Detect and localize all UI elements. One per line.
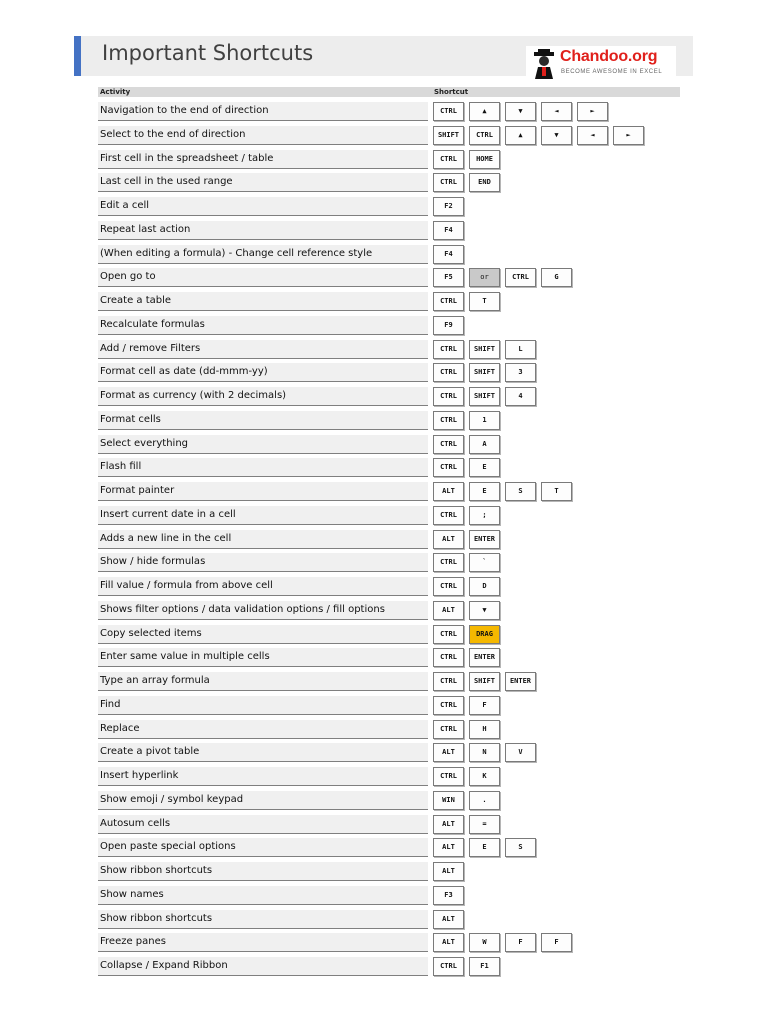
table-row — [98, 385, 698, 409]
key-cap: CTRL — [433, 625, 464, 644]
table-row — [98, 694, 698, 718]
key-cap: ▼ — [469, 601, 500, 620]
table-row — [98, 670, 698, 694]
key-cap: T — [541, 482, 572, 501]
activity-label: Select to the end of direction — [100, 128, 246, 140]
table-row — [98, 908, 698, 932]
key-cap: SHIFT — [469, 340, 500, 359]
key-cap: CTRL — [433, 957, 464, 976]
table-row — [98, 409, 698, 433]
key-cap: CTRL — [433, 696, 464, 715]
activity-cell — [98, 363, 428, 382]
activity-label: Edit a cell — [100, 200, 150, 211]
activity-cell — [98, 933, 428, 952]
shortcut-keys — [433, 838, 541, 857]
activity-cell — [98, 720, 428, 739]
shortcut-keys — [433, 387, 541, 406]
activity-label: Show ribbon shortcuts — [100, 912, 213, 924]
activity-cell — [98, 886, 428, 905]
activity-cell — [98, 173, 428, 192]
shortcut-keys — [433, 862, 469, 881]
shortcut-keys — [433, 696, 505, 715]
shortcut-keys — [433, 957, 505, 976]
key-cap: CTRL — [433, 720, 464, 739]
shortcut-keys — [433, 553, 505, 572]
key-cap: T — [469, 292, 500, 311]
key-cap: CTRL — [433, 577, 464, 596]
table-row — [98, 480, 698, 504]
key-cap: K — [469, 767, 500, 786]
table-row — [98, 599, 698, 623]
shortcut-keys — [433, 577, 505, 596]
activity-cell — [98, 458, 428, 477]
shortcut-keys — [433, 933, 577, 952]
shortcut-keys — [433, 743, 541, 762]
shortcut-keys — [433, 316, 469, 335]
key-cap: S — [505, 838, 536, 857]
activity-cell — [98, 672, 428, 691]
shortcut-keys — [433, 150, 505, 169]
key-cap: 4 — [505, 387, 536, 406]
activity-cell — [98, 625, 428, 644]
activity-label: Collapse / Expand Ribbon — [100, 960, 228, 971]
shortcut-keys — [433, 435, 505, 454]
key-cap: SHIFT — [469, 387, 500, 406]
key-cap: ▲ — [469, 102, 500, 121]
key-cap: ALT — [433, 743, 464, 762]
activity-cell — [98, 435, 428, 454]
table-row — [98, 361, 698, 385]
table-row — [98, 860, 698, 884]
activity-label: Show ribbon shortcuts — [100, 865, 213, 876]
activity-cell — [98, 292, 428, 311]
activity-cell — [98, 150, 428, 169]
key-cap: W — [469, 933, 500, 952]
key-cap: CTRL — [433, 435, 464, 454]
key-cap: CTRL — [433, 672, 464, 691]
key-cap: ALT — [433, 530, 464, 549]
table-row — [98, 195, 698, 219]
key-cap: ► — [577, 102, 608, 121]
key-cap: ENTER — [469, 530, 500, 549]
key-cap: ` — [469, 553, 500, 572]
shortcut-keys — [433, 221, 469, 240]
activity-cell — [98, 767, 428, 786]
shortcut-keys — [433, 720, 505, 739]
key-cap: CTRL — [433, 363, 464, 382]
shortcut-keys — [433, 530, 505, 549]
key-cap: F1 — [469, 957, 500, 976]
key-cap: . — [469, 791, 500, 810]
title-banner — [74, 36, 693, 76]
table-row — [98, 528, 698, 552]
key-cap: ALT — [433, 601, 464, 620]
shortcut-keys — [433, 102, 613, 121]
table-row — [98, 646, 698, 670]
activity-label: Replace — [100, 722, 140, 734]
activity-label: Freeze panes — [100, 936, 166, 948]
table-row — [98, 433, 698, 457]
key-cap: F3 — [433, 886, 464, 905]
table-row — [98, 575, 698, 599]
activity-label: Type an array formula — [100, 675, 210, 686]
key-cap: F4 — [433, 221, 464, 240]
activity-label: Shows filter options / data validation options / fill options — [100, 603, 385, 615]
shortcut-keys — [433, 815, 505, 834]
activity-label: Repeat last action — [100, 223, 191, 235]
table-row — [98, 124, 698, 148]
shortcut-keys — [433, 268, 577, 287]
table-row — [98, 504, 698, 528]
activity-cell — [98, 791, 428, 810]
shortcut-table — [98, 100, 698, 979]
activity-label: Insert hyperlink — [100, 770, 179, 781]
activity-label: Show names — [100, 888, 164, 900]
shortcut-keys — [433, 886, 469, 905]
shortcut-keys — [433, 625, 505, 644]
key-cap: N — [469, 743, 500, 762]
table-row — [98, 884, 698, 908]
shortcut-keys — [433, 672, 541, 691]
key-cap: CTRL — [433, 506, 464, 525]
activity-label: Flash fill — [100, 461, 142, 473]
key-cap: E — [469, 458, 500, 477]
key-cap: DRAG — [469, 625, 500, 644]
activity-cell — [98, 862, 428, 881]
mascot-icon — [530, 49, 558, 79]
shortcut-keys — [433, 411, 505, 430]
key-cap: CTRL — [433, 150, 464, 169]
activity-label: Adds a new line in the cell — [100, 532, 232, 544]
key-cap: ◄ — [577, 126, 608, 145]
key-cap: ENTER — [505, 672, 536, 691]
activity-cell — [98, 815, 428, 834]
page-title: Important Shortcuts — [102, 41, 314, 65]
activity-cell — [98, 910, 428, 929]
shortcut-keys — [433, 292, 505, 311]
activity-cell — [98, 743, 428, 762]
shortcut-keys — [433, 363, 541, 382]
table-row — [98, 551, 698, 575]
table-row — [98, 931, 698, 955]
activity-label: (When editing a formula) - Change cell reference style — [100, 247, 373, 259]
key-cap: ALT — [433, 838, 464, 857]
key-cap: S — [505, 482, 536, 501]
activity-label: Enter same value in multiple cells — [100, 651, 270, 663]
key-cap: CTRL — [433, 292, 464, 311]
shortcut-keys — [433, 601, 505, 620]
table-row — [98, 148, 698, 172]
activity-label: Open go to — [100, 271, 156, 283]
key-cap: CTRL — [505, 268, 536, 287]
activity-label: Show emoji / symbol keypad — [100, 793, 244, 805]
table-row — [98, 266, 698, 290]
or-separator: or — [469, 268, 500, 287]
key-cap: ► — [613, 126, 644, 145]
shortcut-keys — [433, 767, 505, 786]
key-cap: D — [469, 577, 500, 596]
table-row — [98, 338, 698, 362]
activity-label: Add / remove Filters — [100, 342, 201, 354]
activity-cell — [98, 838, 428, 857]
activity-cell — [98, 316, 428, 335]
activity-cell — [98, 221, 428, 240]
key-cap: ENTER — [469, 648, 500, 667]
key-cap: 1 — [469, 411, 500, 430]
table-row — [98, 718, 698, 742]
key-cap: F — [505, 933, 536, 952]
activity-cell — [98, 268, 428, 287]
key-cap: CTRL — [433, 340, 464, 359]
table-row — [98, 171, 698, 195]
table-row — [98, 813, 698, 837]
key-cap: G — [541, 268, 572, 287]
key-cap: = — [469, 815, 500, 834]
key-cap: F9 — [433, 316, 464, 335]
shortcut-keys — [433, 458, 505, 477]
key-cap: ALT — [433, 815, 464, 834]
activity-label: Recalculate formulas — [100, 318, 205, 330]
table-row — [98, 314, 698, 338]
activity-cell — [98, 197, 428, 216]
activity-label: Create a table — [100, 295, 172, 306]
key-cap: E — [469, 838, 500, 857]
key-cap: E — [469, 482, 500, 501]
title-accent-bar — [74, 36, 81, 76]
activity-cell — [98, 648, 428, 667]
table-row — [98, 100, 698, 124]
activity-cell — [98, 482, 428, 501]
activity-cell — [98, 126, 428, 145]
key-cap: WIN — [433, 791, 464, 810]
activity-cell — [98, 601, 428, 620]
activity-label: Format painter — [100, 485, 175, 496]
key-cap: SHIFT — [433, 126, 464, 145]
shortcut-keys — [433, 910, 469, 929]
table-row — [98, 765, 698, 789]
activity-cell — [98, 245, 428, 264]
activity-cell — [98, 387, 428, 406]
column-header-activity: Activity — [100, 88, 131, 96]
key-cap: F4 — [433, 245, 464, 264]
key-cap: ALT — [433, 862, 464, 881]
key-cap: CTRL — [433, 102, 464, 121]
activity-label: Format as currency (with 2 decimals) — [100, 390, 287, 401]
table-row — [98, 243, 698, 267]
key-cap: CTRL — [433, 458, 464, 477]
shortcut-keys — [433, 173, 505, 192]
activity-label: Copy selected items — [100, 627, 202, 639]
activity-label: Create a pivot table — [100, 746, 200, 758]
table-row — [98, 623, 698, 647]
key-cap: ; — [469, 506, 500, 525]
activity-label: Format cell as date (dd-mmm-yy) — [100, 366, 268, 378]
key-cap: F — [469, 696, 500, 715]
shortcut-keys — [433, 197, 469, 216]
table-row — [98, 456, 698, 480]
key-cap: HOME — [469, 150, 500, 169]
brand-logo — [526, 46, 676, 82]
key-cap: ALT — [433, 482, 464, 501]
activity-cell — [98, 506, 428, 525]
key-cap: F5 — [433, 268, 464, 287]
activity-cell — [98, 102, 428, 121]
shortcut-keys — [433, 506, 505, 525]
shortcut-keys — [433, 648, 505, 667]
activity-cell — [98, 957, 428, 976]
activity-label: Navigation to the end of direction — [100, 105, 269, 116]
activity-label: First cell in the spreadsheet / table — [100, 152, 274, 164]
table-row — [98, 955, 698, 979]
key-cap: A — [469, 435, 500, 454]
key-cap: CTRL — [433, 173, 464, 192]
table-row — [98, 290, 698, 314]
key-cap: V — [505, 743, 536, 762]
key-cap: F — [541, 933, 572, 952]
shortcut-keys — [433, 340, 541, 359]
activity-cell — [98, 553, 428, 572]
shortcut-keys — [433, 245, 469, 264]
key-cap: SHIFT — [469, 363, 500, 382]
key-cap: CTRL — [433, 648, 464, 667]
table-row — [98, 836, 698, 860]
key-cap: ALT — [433, 910, 464, 929]
key-cap: END — [469, 173, 500, 192]
activity-label: Insert current date in a cell — [100, 508, 236, 520]
activity-label: Open paste special options — [100, 841, 236, 853]
activity-label: Fill value / formula from above cell — [100, 580, 273, 591]
key-cap: ALT — [433, 933, 464, 952]
table-row — [98, 741, 698, 765]
activity-cell — [98, 411, 428, 430]
activity-cell — [98, 530, 428, 549]
key-cap: CTRL — [433, 553, 464, 572]
activity-cell — [98, 340, 428, 359]
column-header-shortcut: Shortcut — [434, 88, 469, 96]
activity-label: Last cell in the used range — [100, 176, 233, 188]
key-cap: CTRL — [469, 126, 500, 145]
key-cap: ▼ — [541, 126, 572, 145]
activity-cell — [98, 696, 428, 715]
key-cap: CTRL — [433, 767, 464, 786]
shortcut-keys — [433, 126, 649, 145]
activity-label: Select everything — [100, 437, 189, 449]
key-cap: ▲ — [505, 126, 536, 145]
brand-tagline: BECOME AWESOME IN EXCEL — [561, 69, 663, 75]
key-cap: ◄ — [541, 102, 572, 121]
activity-cell — [98, 577, 428, 596]
table-row — [98, 219, 698, 243]
key-cap: F2 — [433, 197, 464, 216]
brand-name: Chandoo.org — [560, 48, 658, 65]
key-cap: H — [469, 720, 500, 739]
shortcut-keys — [433, 482, 577, 501]
activity-label: Format cells — [100, 413, 161, 425]
key-cap: ▼ — [505, 102, 536, 121]
key-cap: SHIFT — [469, 672, 500, 691]
activity-label: Find — [100, 698, 121, 710]
key-cap: L — [505, 340, 536, 359]
shortcut-keys — [433, 791, 505, 810]
table-row — [98, 789, 698, 813]
activity-label: Show / hide formulas — [100, 556, 206, 568]
key-cap: CTRL — [433, 387, 464, 406]
table-header — [98, 87, 680, 97]
key-cap: 3 — [505, 363, 536, 382]
key-cap: CTRL — [433, 411, 464, 430]
activity-label: Autosum cells — [100, 817, 171, 829]
